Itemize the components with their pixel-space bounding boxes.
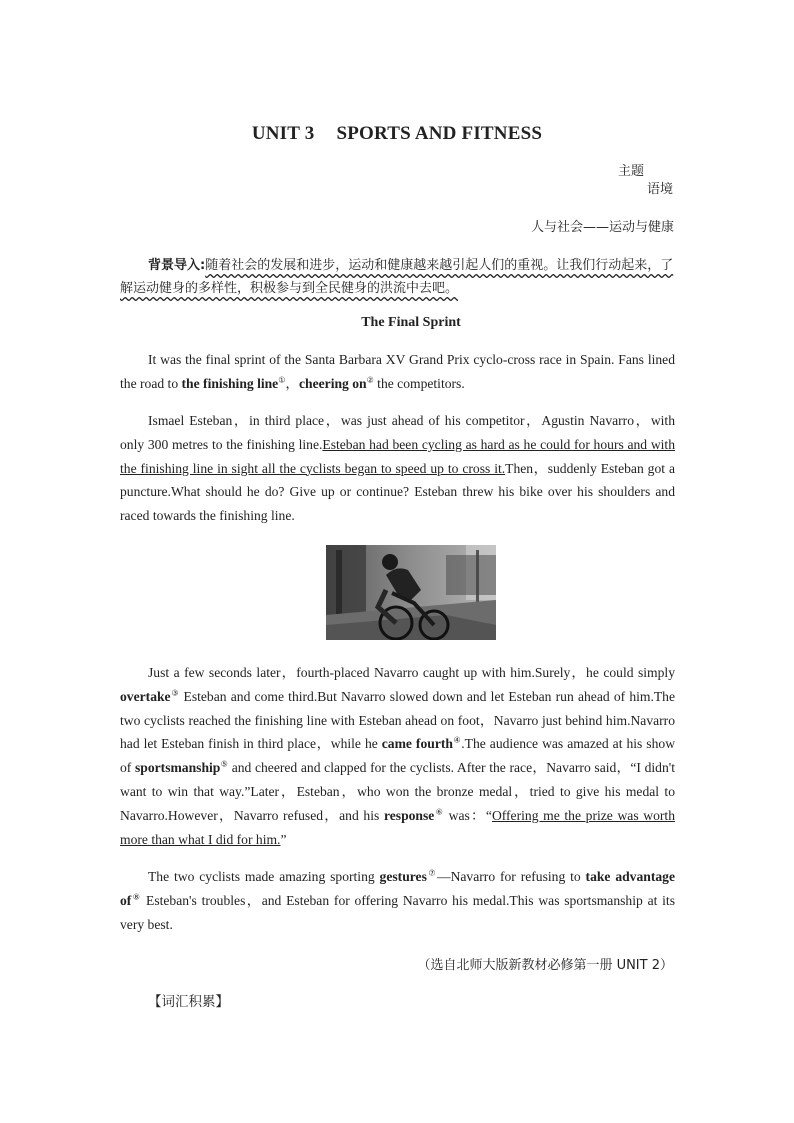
underlined-sentence-2: Offering me the prize was worth more than what I did for him.: [120, 807, 675, 847]
keyword-finishing-line: the finishing line: [181, 375, 279, 391]
unit-title: [0, 123, 794, 145]
keyword-gestures: gestures: [379, 869, 427, 884]
keyword-cheering-on: cheering on: [299, 375, 367, 391]
paragraph-1: It was the final sprint of the Santa Barbara XV Grand Prix cyclo-cross race in Spain. Fans lined the road to the finishing line①，cheering on② the competitors.: [120, 352, 675, 391]
cyclist-photo: [326, 545, 496, 640]
paragraph-2: Ismael Esteban，in third place，was just ahead of his competitor，Agustin Navarro，with only 300 metres to the finishing line.Esteban had been cycling as hard as he could for hours and with the finishing line in sight all the cyclists began to speed up to cross it.Then，suddenly Esteban got a puncture.What should he do? Give up or continue? Esteban threw his bike over his shoulders and raced towards the finishing line.: [120, 413, 675, 524]
unit-name: SPORTS AND FITNESS: [336, 123, 543, 144]
underlined-sentence-1: Esteban had been cycling as hard as he could for hours and with the finishing line in sight all the cyclists began to speed up to cross it.: [120, 436, 675, 476]
paragraph-3: Just a few seconds later，fourth-placed Navarro caught up with him.Surely，he could simply overtake③ Esteban and come third.But Navarro slowed down and let Esteban run ahead of him.The two cyclists reached the finishing line with Esteban ahead on foot，Navarro just behind him.Navarro had let Esteban finish in third place，while he came fourth④.The audience was amazed at his show of sportsmanship⑤ and cheered and clapped for the cyclists. After the race，Navarro said，“I didn't want to win that way.”Later，Esteban，who won the bronze medal，tried to give his medal to Navarro.However，Navarro refused，and his response⑥ was：“Offering me the prize was worth more than what I did for him.”: [120, 665, 676, 847]
keyword-sportsmanship: sportsmanship: [134, 760, 221, 776]
topic-label-1: 主题: [618, 164, 645, 179]
background-intro: [120, 254, 675, 300]
keyword-overtake: overtake: [120, 688, 171, 704]
background-label: 背景导入:: [148, 258, 206, 273]
unit-number: UNIT 3: [251, 123, 315, 144]
background-text: 随着社会的发展和进步，运动和健康越来越引起人们的重视。让我们行动起来，了解运动健身的多样性，积极参与到全民健身的洪流中去吧。: [120, 258, 674, 296]
keyword-response: response: [383, 807, 435, 823]
source-citation: （选自北师大版新教材必修第一册 UNIT 2）: [417, 958, 673, 973]
keyword-came-fourth: came fourth: [381, 736, 453, 752]
vocab-heading: 【词汇积累】: [148, 994, 229, 1010]
keyword-take-advantage-of: take advantage of: [120, 869, 675, 908]
theme-label: 人与社会——运动与健康: [530, 220, 674, 235]
paragraph-4: The two cyclists made amazing sporting gestures⑦—Navarro for refusing to take advantage of⑧ Esteban's troubles，and Esteban for offering Navarro his medal.This was sportsmanship at its very best.: [120, 868, 675, 932]
topic-label-2: 语境: [647, 182, 674, 197]
article-title: The Final Sprint: [361, 315, 461, 330]
